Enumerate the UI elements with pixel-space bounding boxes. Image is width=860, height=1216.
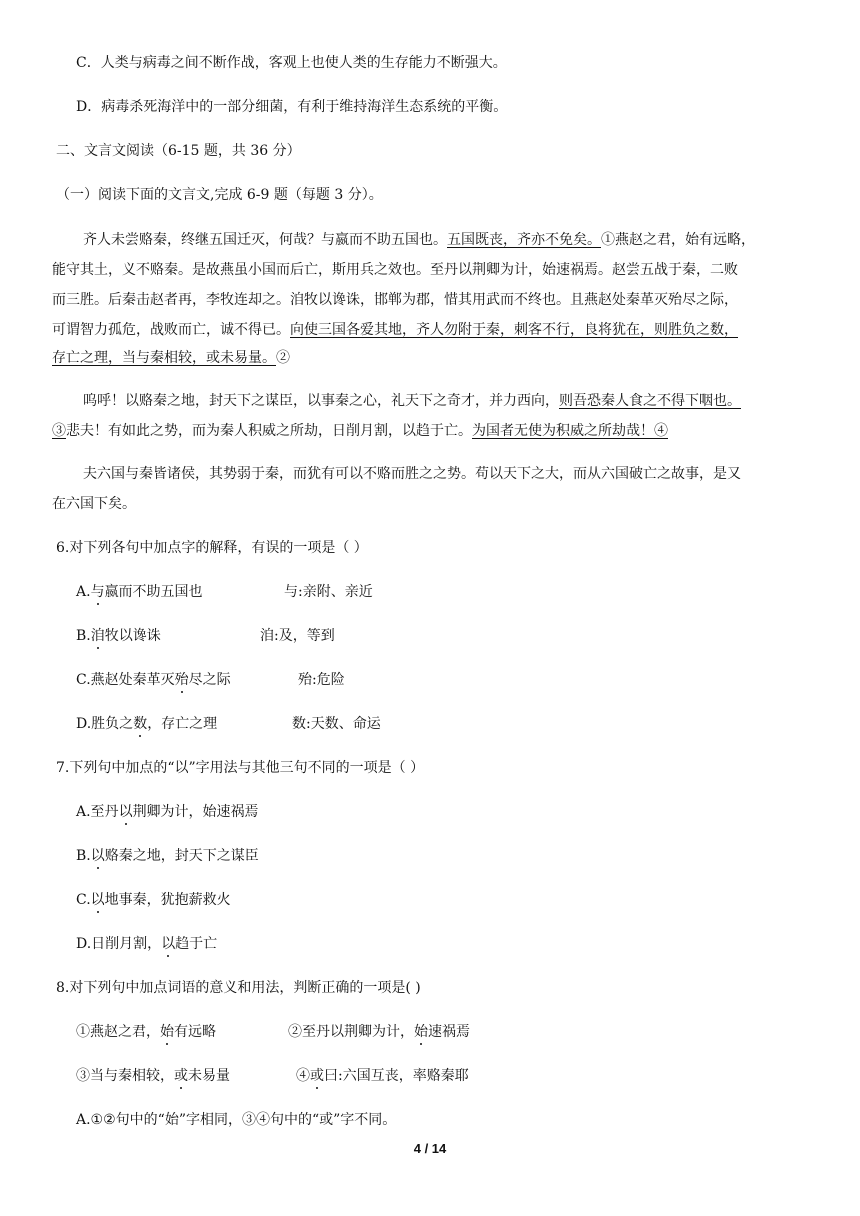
underlined-sentence-3: 则吾恐秦人食之不得下咽也。 (559, 393, 741, 409)
q6-option-d: D.胜负之数，存亡之理 (76, 716, 218, 732)
dotted-char: 以 (90, 848, 105, 864)
p3-line-1: 夫六国与秦皆诸侯，其势弱于秦，而犹有可以不赂而胜之之势。苟以天下之大，而从六国破亡之故事，是又 (83, 466, 741, 482)
sub-title: （一）阅读下面的文言文,完成 6-9 题（每题 3 分）。 (56, 187, 383, 203)
q7-option-d: D.日削月割，以趋于亡 (76, 936, 218, 952)
q6-option-d-def: 数:天数、命运 (292, 716, 381, 732)
p2-line-2: ③悲夫！有如此之势，而为秦人积威之所劫，日削月割，以趋于亡。为国者无使为积威之所劫哉！④ (52, 423, 668, 439)
q7-option-a: A.至丹以荆卿为计，始速祸焉 (76, 804, 259, 820)
underlined-sentence-4: 为国者无使为积威之所劫哉！④ (472, 423, 668, 439)
p1-line-4: 可谓智力孤危，战败而亡，诚不得已。向使三国各爱其地，齐人勿附于秦，刺客不行，良将犹在，则胜负之数， (52, 322, 738, 338)
underlined-sentence-2-cont: 存亡之理，当与秦相较，或未易量。 (52, 350, 276, 366)
dotted-char: 始 (414, 1024, 428, 1040)
dotted-char: 殆 (174, 672, 189, 688)
dotted-char: 与 (90, 584, 105, 600)
question-8-stem: 8.对下列句中加点词语的意义和用法，判断正确的一项是( ) (56, 980, 421, 996)
q6-option-a: A.与嬴而不助五国也 (76, 584, 203, 600)
underlined-sentence-1: 五国既丧，齐亦不免矣。 (447, 232, 601, 248)
dotted-char: 以 (118, 804, 133, 820)
dotted-char: 洎 (90, 628, 105, 644)
q6-option-c-def: 殆:危险 (298, 672, 345, 688)
q6-option-b: B.洎牧以谗诛 (76, 628, 161, 644)
q6-option-c: C.燕赵处秦革灭殆尽之际 (76, 672, 231, 688)
q8-item-2: ②至丹以荆卿为计，始速祸焉 (288, 1024, 470, 1040)
q8-item-4: ④或曰:六国互丧，率赂秦耶 (296, 1068, 469, 1084)
p1-line-1: 齐人未尝赂秦，终继五国迁灭，何哉？与嬴而不助五国也。五国既丧，齐亦不免矣。①燕赵之君，始有远略， (83, 232, 755, 248)
p1-line-5: 存亡之理，当与秦相较，或未易量。② (52, 350, 290, 366)
q8-item-3: ③当与秦相较，或未易量 (76, 1068, 230, 1084)
dotted-char: 以 (161, 936, 176, 952)
question-6-stem: 6.对下列各句中加点字的解释，有误的一项是（ ） (56, 540, 368, 556)
option-d: D．病毒杀死海洋中的一部分细菌，有利于维持海洋生态系统的平衡。 (76, 99, 508, 115)
p2-line-1: 呜呼！以赂秦之地，封天下之谋臣，以事秦之心，礼天下之奇才，并力西向，则吾恐秦人食之不得下咽也。 (83, 393, 741, 409)
p1-line-2: 能守其土，义不赂秦。是故燕虽小国而后亡，斯用兵之效也。至丹以荆卿为计，始速祸焉。赵尝五战于秦，二败 (52, 262, 738, 278)
q8-option-a: A.①②句中的“始”字相同，③④句中的“或”字不同。 (76, 1112, 397, 1128)
page-number: 4 / 14 (413, 1141, 447, 1156)
section-title: 二、文言文阅读（6-15 题，共 36 分） (56, 143, 301, 159)
dotted-char: 或 (310, 1068, 324, 1084)
q8-item-1: ①燕赵之君，始有远略 (76, 1024, 216, 1040)
q7-option-b: B.以赂秦之地，封天下之谋臣 (76, 848, 259, 864)
underlined-sentence-2: 向使三国各爱其地，齐人勿附于秦，刺客不行，良将犹在，则胜负之数， (290, 322, 738, 338)
q6-option-b-def: 洎:及，等到 (260, 628, 335, 644)
q6-option-a-def: 与:亲附、亲近 (284, 584, 373, 600)
question-7-stem: 7.下列句中加点的“以”字用法与其他三句不同的一项是（ ） (56, 760, 425, 776)
q7-option-c: C.以地事秦，犹抱薪救火 (76, 892, 231, 908)
dotted-char: 始 (160, 1024, 174, 1040)
dotted-char: 以 (90, 892, 105, 908)
p3-line-2: 在六国下矣。 (52, 496, 136, 512)
option-c: C．人类与病毒之间不断作战，客观上也使人类的生存能力不断强大。 (76, 55, 507, 71)
dotted-char: 或 (174, 1068, 188, 1084)
dotted-char: 数 (133, 716, 148, 732)
p1-line-3: 而三胜。后秦击赵者再，李牧连却之。洎牧以谗诛，邯郸为郡，惜其用武而不终也。且燕赵处秦革灭殆尽之际， (52, 292, 738, 308)
